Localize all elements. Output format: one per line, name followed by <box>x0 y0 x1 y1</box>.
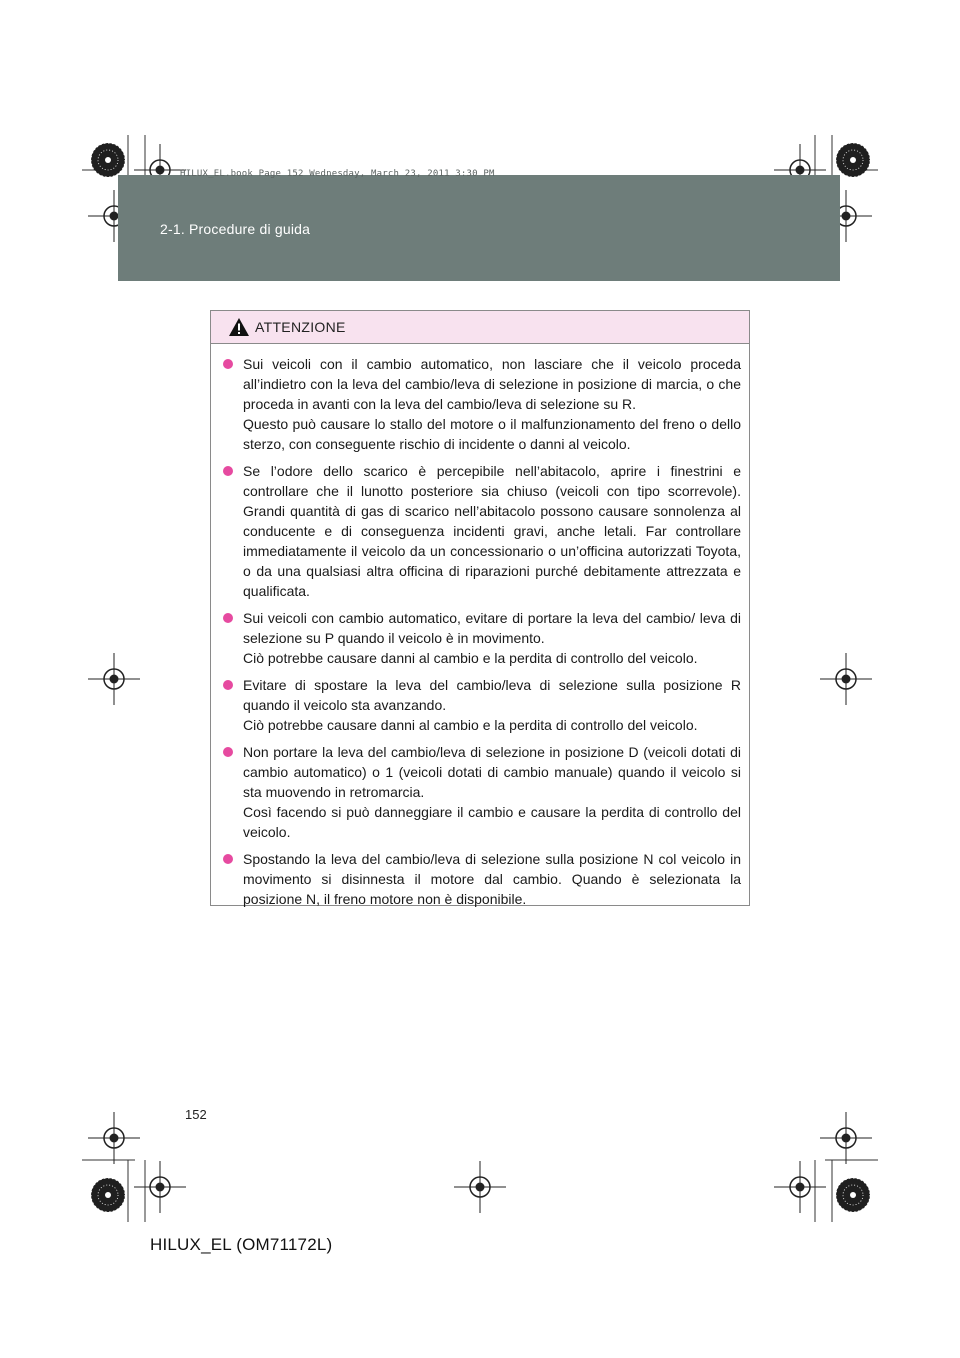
item-text: Sui veicoli con il cambio automatico, non lasciare che il veicolo proceda all’indietro con la leva del cambio/leva di selezione in posizione di marcia, o che proceda in avanti con la leva del cambio/leva di selezione su R. <box>243 356 741 412</box>
bullet-icon <box>223 680 233 690</box>
item-text: Sui veicoli con cambio automatico, evitare di portare la leva del cambio/ leva di selezione su P quando il veicolo è in movimento. <box>243 610 741 646</box>
item-text: Ciò potrebbe causare danni al cambio e la perdita di controllo del veicolo. <box>243 717 698 733</box>
item-text: Così facendo si può danneggiare il cambio e causare la perdita di controllo del veicolo. <box>243 804 741 840</box>
warning-box <box>210 310 750 906</box>
bullet-icon <box>223 747 233 757</box>
bullet-icon <box>223 854 233 864</box>
bullet-icon <box>223 613 233 623</box>
section-title: 2-1. Procedure di guida <box>160 221 311 237</box>
warning-item <box>223 849 741 909</box>
item-text: Spostando la leva del cambio/leva di selezione sulla posizione N col veicolo in movimento si disinnesta il motore dal cambio. Quando è selezionata la posizione N, il freno motore non è disponibile. <box>243 851 741 907</box>
book-stamp: HILUX_EL.book Page 152 Wednesday, March 23, 2011 3:30 PM <box>180 169 495 179</box>
warning-triangle-icon <box>228 317 250 337</box>
document-code: HILUX_EL (OM71172L) <box>150 1235 333 1254</box>
bullet-icon <box>223 359 233 369</box>
warning-header <box>211 311 749 344</box>
item-text: Non portare la leva del cambio/leva di selezione in posizione D (veicoli dotati di cambio automatico) o 1 (veicoli dotati di cambio manuale) quando il veicolo si sta muovendo in retromarcia. <box>243 744 741 800</box>
warning-item <box>223 742 741 842</box>
bullet-icon <box>223 466 233 476</box>
warning-item <box>223 354 741 454</box>
warning-item <box>223 608 741 668</box>
warning-item <box>223 675 741 735</box>
page-number: 152 <box>185 1107 207 1122</box>
warning-title: ATTENZIONE <box>255 319 346 335</box>
item-text: Ciò potrebbe causare danni al cambio e la perdita di controllo del veicolo. <box>243 650 698 666</box>
item-text: Evitare di spostare la leva del cambio/leva di selezione sulla posizione R quando il veicolo sta avanzando. <box>243 677 741 713</box>
item-text: Se l’odore dello scarico è percepibile nell’abitacolo, aprire i finestrini e controllare che il lunotto posteriore sia chiuso (veicoli con tipo scorrevole). Grandi quantità di gas di scarico nell’abitacolo possono causare sonnolenza al conducente e di conseguenza incidenti gravi, anche letali. Far controllare immediatamente il veicolo da un concessionario o un’officina autorizzati Toyota, o da una qualsiasi altra officina di riparazioni purché debitamente attrezzata e qualificata. <box>243 463 741 599</box>
item-text: Questo può causare lo stallo del motore o il malfunzionamento del freno o dello sterzo, con conseguente rischio di incidente o danni al veicolo. <box>243 416 741 452</box>
warning-items <box>211 344 749 909</box>
warning-item <box>223 461 741 601</box>
